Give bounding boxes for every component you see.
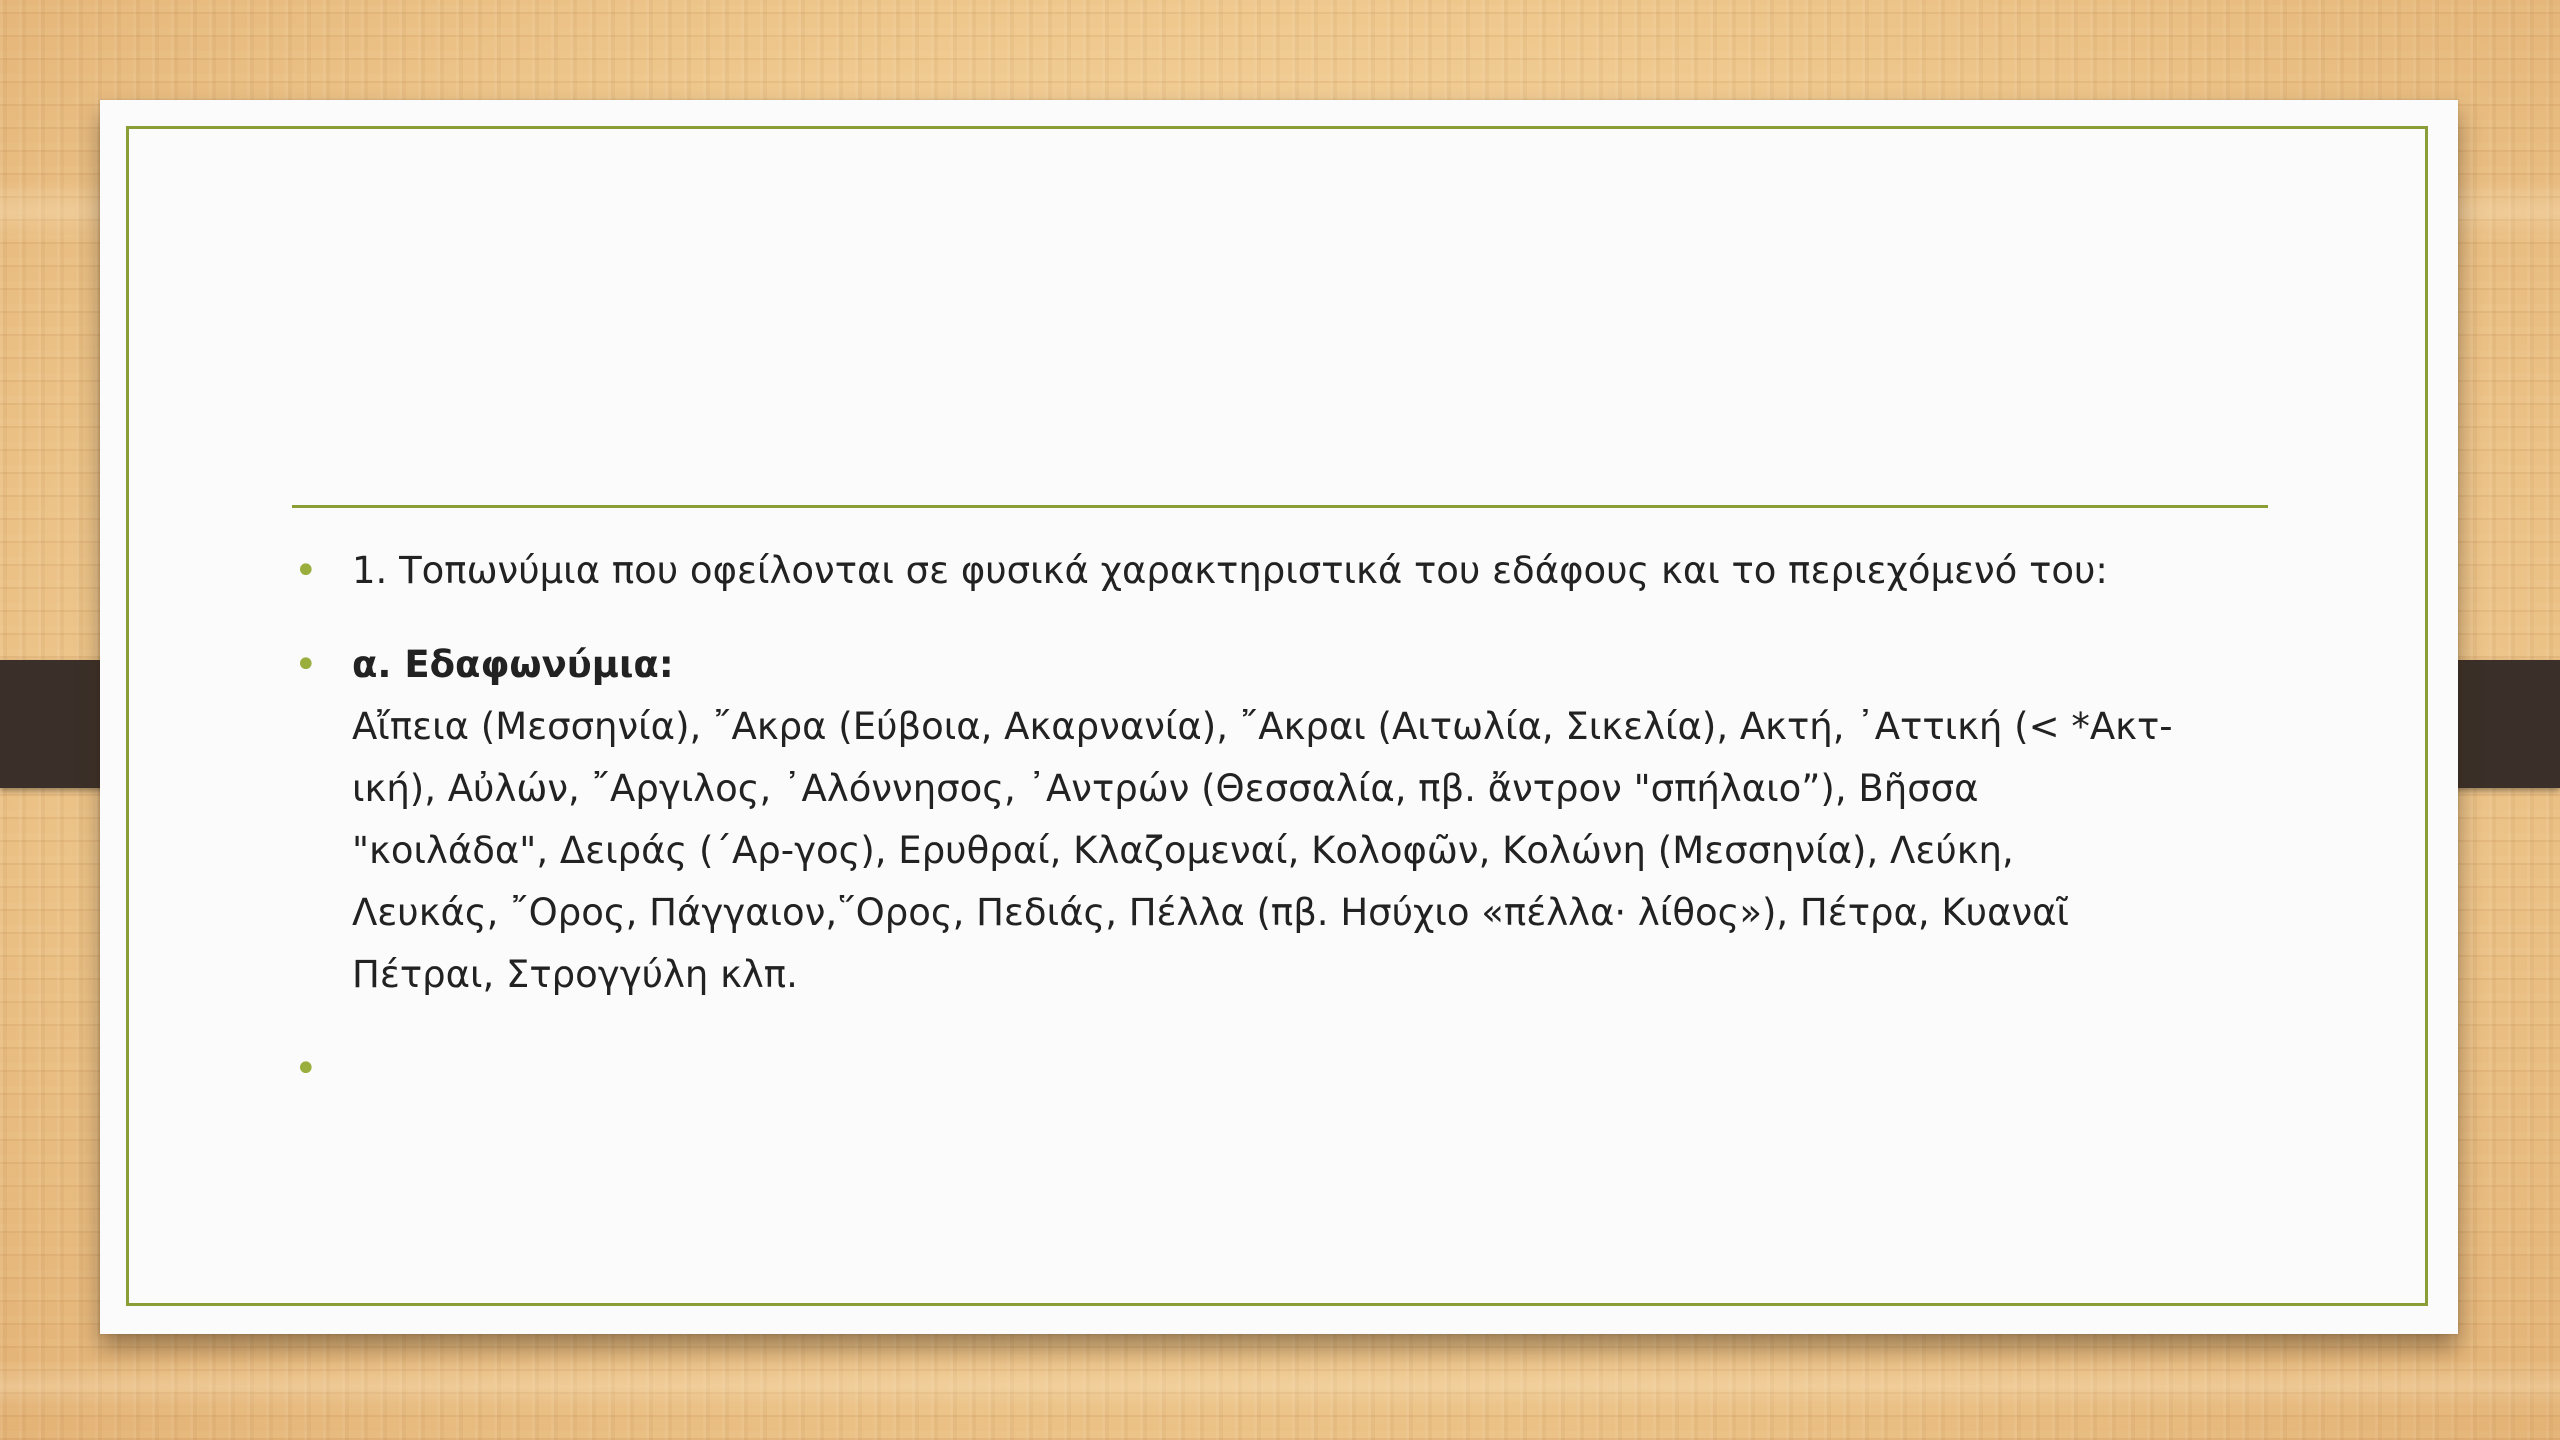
wood-grain bbox=[0, 1360, 2560, 1410]
section-heading: α. Εδαφωνύμια: bbox=[352, 643, 674, 686]
slide-content bbox=[292, 540, 2282, 1132]
bullet-icon: • bbox=[294, 1046, 318, 1092]
bullet-icon: • bbox=[294, 642, 318, 688]
slide-card bbox=[100, 100, 2458, 1334]
text-line: ική), Αὐλών, ῎Αργιλος, ᾿Αλόννησος, ᾿Αντρών (Θεσσαλία, πβ. ἄντρον "σπήλαιο”), Βῆσσα bbox=[352, 767, 1979, 810]
bullet-icon: • bbox=[294, 548, 318, 594]
bullet-item bbox=[292, 540, 2282, 602]
bullet-item-empty bbox=[292, 1038, 2282, 1100]
bullet-text: 1. Τοπωνύμια που οφείλονται σε φυσικά χαρακτηριστικά του εδάφους και το περιεχόμενό του: bbox=[352, 549, 2108, 592]
text-line: Πέτραι, Στρογγύλη κλπ. bbox=[352, 953, 798, 996]
title-divider bbox=[292, 505, 2268, 508]
text-line: "κοιλάδα", Δειράς (΄Αρ-γος), Ερυθραί, Κλαζομεναί, Κολοφῶν, Κολώνη (Μεσσηνία), Λεύκη, bbox=[352, 829, 2014, 872]
bullet-item bbox=[292, 634, 2282, 1006]
text-line: Αἴπεια (Μεσσηνία), ῎Ακρα (Εύβοια, Ακαρνανία), ῎Ακραι (Αιτωλία, Σικελία), Ακτή, ᾿Αττική (< *Ακτ- bbox=[352, 705, 2173, 748]
text-line: Λευκάς, ῎Ορος, Πάγγαιον,῞Ορος, Πεδιάς, Πέλλα (πβ. Ησύχιο «πέλλα· λίθος»), Πέτρα, Κυαναῖ bbox=[352, 891, 2070, 934]
